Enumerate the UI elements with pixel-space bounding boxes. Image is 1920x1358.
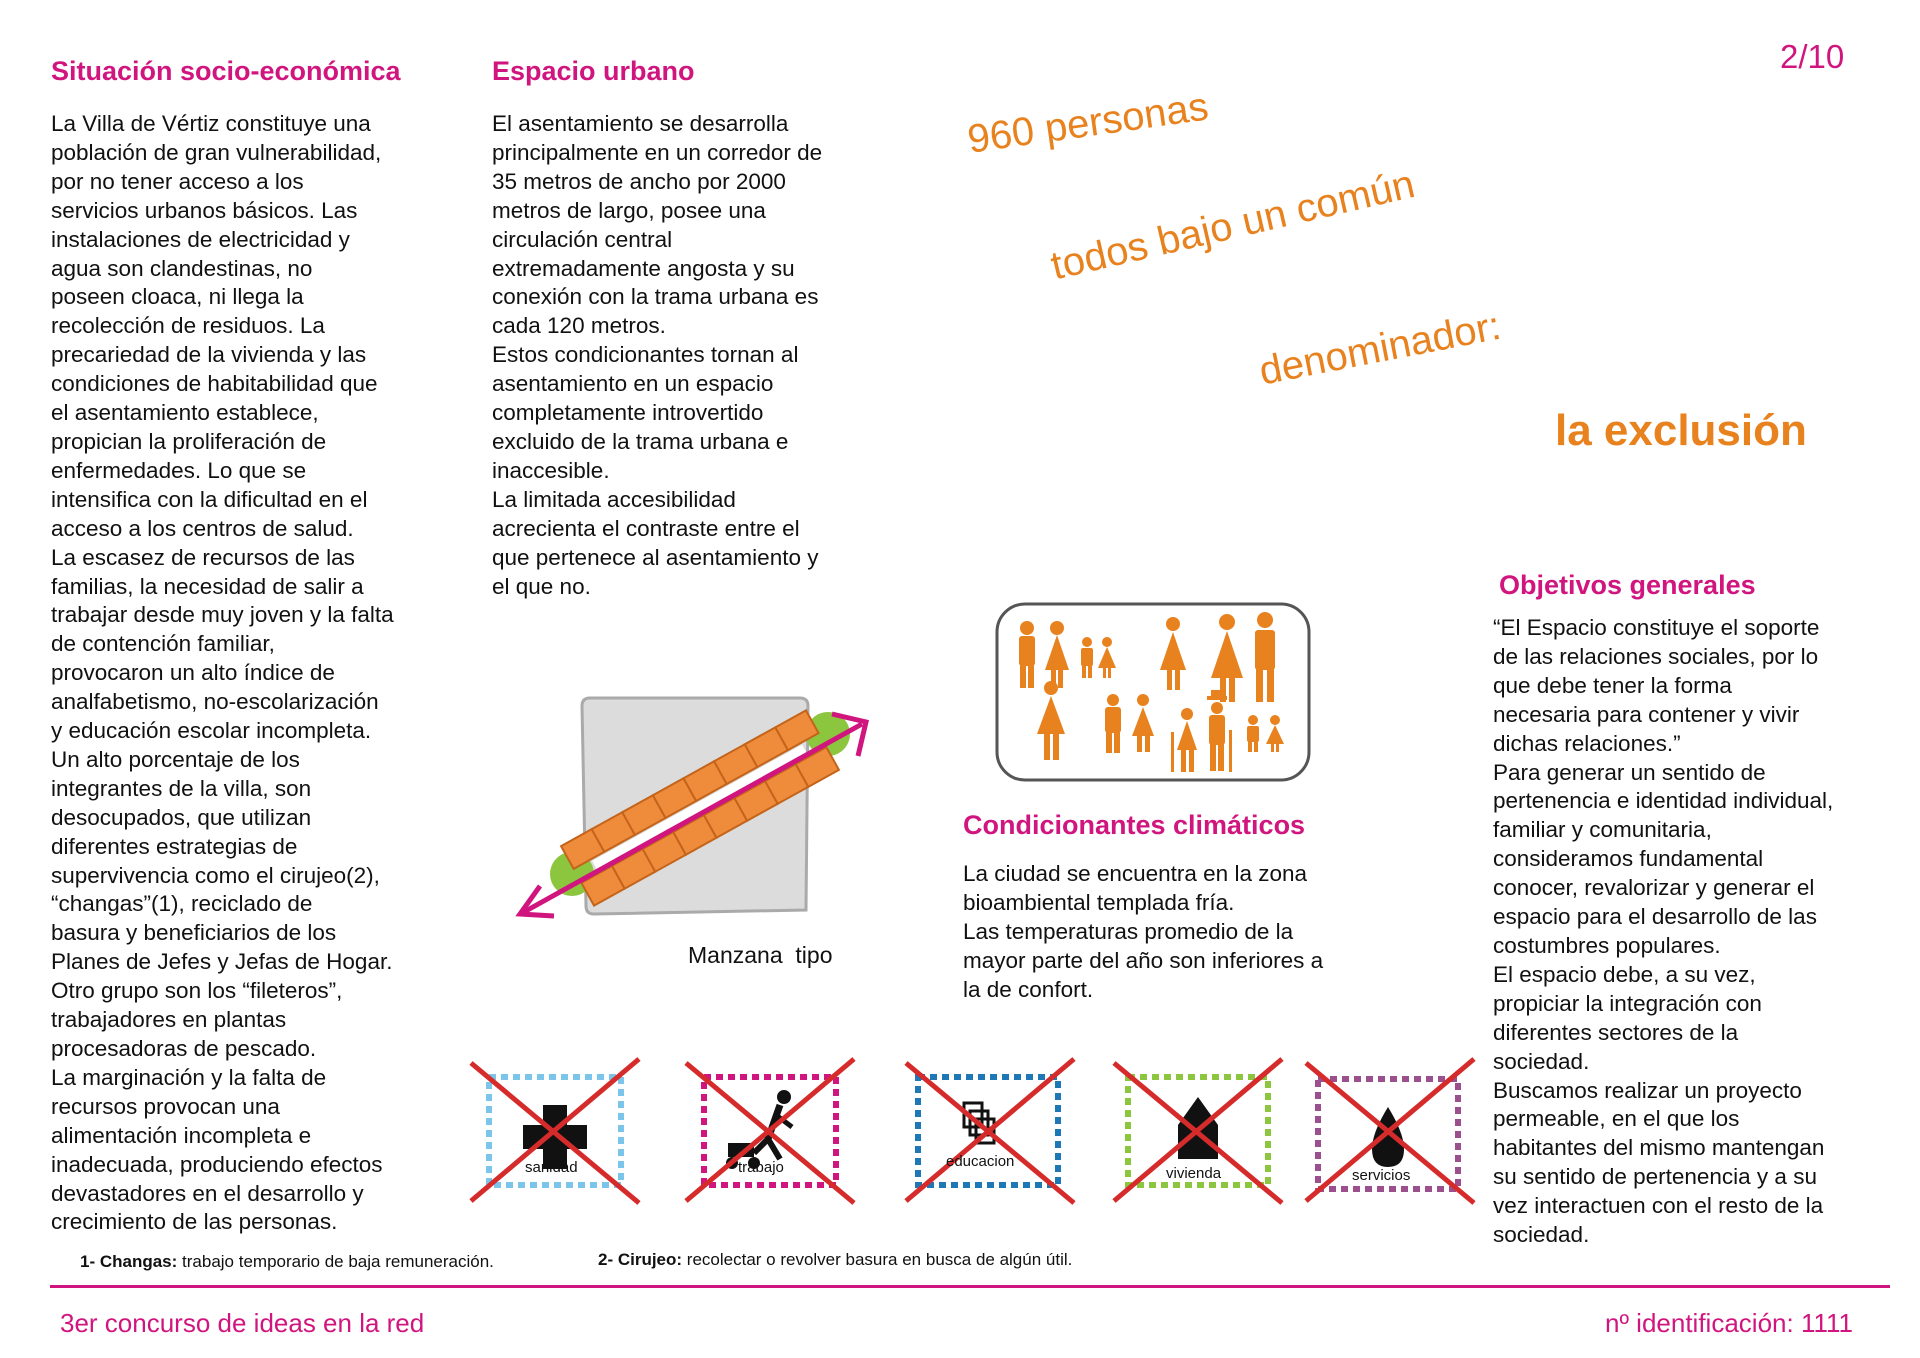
slogan-line-3: denominador: — [1255, 303, 1505, 394]
footer-divider — [50, 1285, 1890, 1288]
service-label: sanidad — [525, 1159, 578, 1176]
footnote-text: recolectar o revolver basura en busca de algún útil. — [686, 1250, 1073, 1269]
service-label: trabajo — [738, 1159, 784, 1176]
service-sanidad — [465, 1055, 645, 1205]
service-label: educacion — [946, 1153, 1015, 1170]
socio-title: Situación socio-económica — [51, 56, 401, 86]
slogan-line-1: 960 personas — [964, 84, 1212, 162]
service-trabajo — [680, 1055, 860, 1205]
footnote-label: 1- Changas: — [80, 1252, 178, 1271]
footnote-text: trabajo temporario de baja remuneración. — [182, 1252, 494, 1271]
service-label: servicios — [1352, 1167, 1411, 1184]
objectives-title: Objetivos generales — [1499, 570, 1756, 600]
page-number: 2/10 — [1780, 38, 1845, 75]
objectives-body: “El Espacio constituye el soporte de las relaciones sociales, por lo que debe tener la forma necesaria para contener y vivir dichas relaciones.” Para generar un sentido de pertenencia e identidad individual, familiar y comunitaria, consideramos fundamental conocer, revalorizar y generar el espacio para el desarrollo de las costumbres populares. El espacio debe, a su vez, propiciar la integración con diferentes sectores de la sociedad. Buscamos realizar un proyecto permeable, en el que los habitantes del mismo mantengan su sentido de pertenencia y a su vez interactuen con el resto de la sociedad. — [1493, 615, 1834, 1248]
block-diagram — [510, 690, 880, 930]
water-drop-icon — [1372, 1107, 1404, 1167]
footnote-changas — [80, 1252, 494, 1272]
urbano-body: El asentamiento se desarrolla principalmente en un corredor de 35 metros de ancho por 2000 metros de largo, posee una circulación central extremadamente angosta y su conexión con la trama urbana es cada 120 metros. Estos condicionantes tornan al asentamiento en un espacio completamente introvertido excluido de la trama urbana e inaccesible. La limitada accesibilidad acrecienta el contraste entre el que pertenece al asentamiento y el que no. — [492, 111, 823, 599]
service-vivienda — [1108, 1055, 1288, 1205]
footnote-label: 2- Cirujeo: — [598, 1250, 683, 1269]
block-diagram-caption: Manzana tipo — [688, 942, 833, 968]
people-illustration — [995, 602, 1311, 782]
slogan-highlight: la exclusión — [1555, 406, 1807, 455]
service-educacion — [900, 1055, 1080, 1205]
urbano-title: Espacio urbano — [492, 56, 695, 86]
service-servicios — [1300, 1055, 1480, 1205]
climate-title: Condicionantes climáticos — [963, 810, 1306, 840]
footer-left: 3er concurso de ideas en la red — [60, 1308, 425, 1338]
climate-body: La ciudad se encuentra en la zona bioambiental templada fría. Las temperaturas promedio de la mayor parte del año son inferiores a la de confort. — [963, 861, 1324, 1002]
footer-right: nº identificación: 1111 — [1605, 1308, 1853, 1338]
service-label: vivienda — [1166, 1165, 1222, 1182]
socio-body: La Villa de Vértiz constituye una población de gran vulnerabilidad, por no tener acceso a los servicios urbanos básicos. Las instalaciones de electricidad y agua son clandestinas, no poseen cloaca, ni llega la recolección de residuos. La precariedad de la vivienda y las condiciones de habitabilidad que el asentamiento establece, propician la proliferación de enfermedades. Lo que se intensifica con la dificultad en el acceso a los centros de salud. La escasez de recursos de las familias, la necesidad de salir a trabajar desde muy joven y la falta de contención familiar, provocaron un alto índice de analfabetismo, no-escolarización y educación escolar incompleta. Un alto porcentaje de los integrantes de la villa, son desocupados, que utilizan diferentes estrategias de supervivencia como el cirujeo(2), “changas”(1), reciclado de basura y beneficiarios de los Planes de Jefes y Jefas de Hogar. Otro grupo son los “fileteros”, trabajadores en plantas procesadoras de pescado. La marginación y la falta de recursos provocan una alimentación incompleta e inadecuada, produciendo efectos devastadores en el desarrollo y crecimiento de las personas. — [51, 111, 394, 1235]
slogan-line-2: todos bajo un común — [1046, 162, 1419, 289]
footnote-cirujeo — [598, 1250, 1072, 1270]
